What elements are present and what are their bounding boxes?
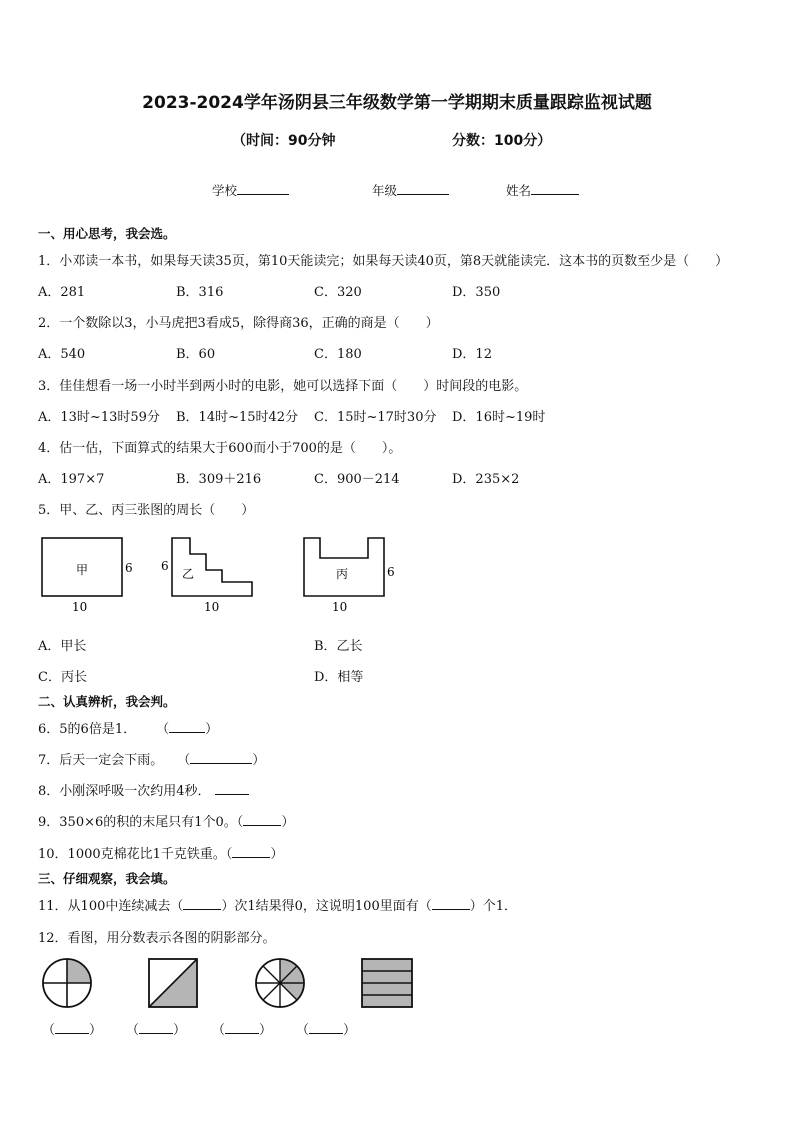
q11-part1: 11．从100中连续减去（ <box>38 899 184 914</box>
q4-option-c[interactable]: C．900－214 <box>314 472 400 487</box>
question-1: 1．小邓读一本书，如果每天读35页，第10天能读完；如果每天读40页，第8天就能读完．这本书的页数至少是（ ） <box>38 254 729 269</box>
name-blank[interactable] <box>531 181 579 195</box>
q11-part2: ）次1结果得0，这说明100里面有（ <box>221 899 432 914</box>
q5-option-b[interactable]: B．乙长 <box>314 639 363 654</box>
q8-text: 8．小刚深呼吸一次约用4秒． <box>38 784 211 799</box>
q12-a3-paren-close: ） <box>259 1023 273 1038</box>
q2-option-c[interactable]: C．180 <box>314 347 362 362</box>
question-8 <box>38 780 249 799</box>
perimeter-figures <box>30 530 410 616</box>
exam-time: （时间：90分钟 <box>232 133 336 149</box>
figure-yi-height: 6 <box>161 559 169 573</box>
section-3-title: 三、仔细观察，我会填。 <box>38 871 176 886</box>
q7-text: 7．后天一定会下雨。 <box>38 753 164 768</box>
q1-option-b[interactable]: B．316 <box>176 285 224 300</box>
circle-eighth-shade-3 <box>280 983 304 1000</box>
figure-bing <box>304 538 395 614</box>
school-label: 学校 <box>212 183 238 198</box>
q9-answer-blank[interactable] <box>243 812 281 826</box>
figure-jia-label: 甲 <box>76 563 89 577</box>
q1-option-a[interactable]: A．281 <box>38 285 86 300</box>
q12-answer-2 <box>126 1019 186 1038</box>
section-2-title: 二、认真辨析，我会判。 <box>38 694 176 709</box>
question-5: 5．甲、乙、丙三张图的周长（ ） <box>38 503 255 518</box>
fraction-figures <box>36 952 426 1018</box>
q2-option-a[interactable]: A．540 <box>38 347 86 362</box>
q12-answer-3 <box>212 1019 272 1038</box>
question-12: 12．看图，用分数表示各图的阴影部分。 <box>38 931 276 946</box>
q10-paren-open: （ <box>225 847 233 862</box>
q11-part3: ）个1． <box>469 899 517 914</box>
q3-option-c[interactable]: C．15时~17时30分 <box>314 410 437 425</box>
q9-paren-close: ） <box>281 815 295 830</box>
question-4: 4．估一估，下面算式的结果大于600而小于700的是（ ）。 <box>38 441 402 456</box>
q2-option-d[interactable]: D．12 <box>452 347 492 362</box>
q4-option-d[interactable]: D．235×2 <box>452 472 520 487</box>
q12-a2-paren-open: （ <box>126 1023 140 1038</box>
q10-answer-blank[interactable] <box>232 844 270 858</box>
question-10 <box>38 843 283 862</box>
q6-paren-close: ） <box>205 722 219 737</box>
q10-paren-close: ） <box>270 847 284 862</box>
q12-answer-blank-2[interactable] <box>139 1020 173 1034</box>
q4-option-b[interactable]: B．309＋216 <box>176 472 262 487</box>
figure-bing-width: 10 <box>332 600 348 614</box>
figure-jia-height: 6 <box>125 561 133 575</box>
exam-score: 分数：100分） <box>452 133 552 149</box>
q12-answer-blank-3[interactable] <box>225 1020 259 1034</box>
name-field[interactable] <box>506 181 579 199</box>
circle-eighths-figure <box>256 959 304 1007</box>
q4-option-a[interactable]: A．197×7 <box>38 472 105 487</box>
question-11 <box>38 895 517 914</box>
q11-answer-blank-1[interactable] <box>183 896 221 910</box>
question-7 <box>38 749 265 768</box>
q7-paren-open: （ <box>177 753 191 768</box>
q6-paren-open: （ <box>156 722 170 737</box>
q1-option-d[interactable]: D．350 <box>452 285 501 300</box>
q6-answer-blank[interactable] <box>169 719 205 733</box>
q12-answer-blank-1[interactable] <box>55 1020 89 1034</box>
page-title: 2023-2024学年汤阴县三年级数学第一学期期末质量跟踪监视试题 <box>142 93 652 113</box>
q5-option-a[interactable]: A．甲长 <box>38 639 87 654</box>
q2-option-b[interactable]: B．60 <box>176 347 216 362</box>
name-label: 姓名 <box>506 183 532 198</box>
stripes-rectangle-figure <box>362 959 412 1007</box>
question-6 <box>38 718 218 737</box>
figure-bing-label: 丙 <box>336 567 349 581</box>
section-1-title: 一、用心思考，我会选。 <box>38 226 176 241</box>
grade-field[interactable] <box>372 181 449 199</box>
q12-a1-paren-open: （ <box>42 1023 56 1038</box>
q9-text: 9．350×6的积的末尾只有1个0。 <box>38 815 237 830</box>
figure-jia-width: 10 <box>72 600 88 614</box>
square-diagonal-figure <box>149 959 197 1007</box>
q7-answer-blank[interactable] <box>190 750 252 764</box>
q6-text: 6．5的6倍是1． <box>38 722 137 737</box>
question-3: 3．佳佳想看一场一小时半到两小时的电影，她可以选择下面（ ）时间段的电影。 <box>38 379 528 394</box>
q12-answer-1 <box>42 1019 102 1038</box>
grade-blank[interactable] <box>397 181 449 195</box>
q5-option-c[interactable]: C．丙长 <box>38 670 87 685</box>
q12-a1-paren-close: ） <box>89 1023 103 1038</box>
q7-paren-close: ） <box>252 753 266 768</box>
question-9 <box>38 811 294 830</box>
grade-label: 年级 <box>372 183 398 198</box>
q12-answer-blank-4[interactable] <box>309 1020 343 1034</box>
figure-yi <box>161 538 252 614</box>
circle-quarters-figure <box>43 959 91 1007</box>
q10-text: 10．1000克棉花比1千克铁重。 <box>38 847 226 862</box>
school-field[interactable] <box>212 181 289 199</box>
q3-option-d[interactable]: D．16时~19时 <box>452 410 546 425</box>
q3-option-b[interactable]: B．14时~15时42分 <box>176 410 299 425</box>
q11-answer-blank-2[interactable] <box>432 896 470 910</box>
q1-option-c[interactable]: C．320 <box>314 285 362 300</box>
figure-yi-label: 乙 <box>182 567 195 581</box>
q12-a4-paren-open: （ <box>296 1023 310 1038</box>
question-2: 2．一个数除以3，小马虎把3看成5，除得商36，正确的商是（ ） <box>38 316 439 331</box>
q3-option-a[interactable]: A．13时~13时59分 <box>38 410 160 425</box>
q9-paren-open: （ <box>236 815 244 830</box>
school-blank[interactable] <box>237 181 289 195</box>
q12-a4-paren-close: ） <box>343 1023 357 1038</box>
figure-bing-height: 6 <box>387 565 395 579</box>
q12-a3-paren-open: （ <box>212 1023 226 1038</box>
q12-answer-4 <box>296 1019 356 1038</box>
figure-jia <box>42 538 133 614</box>
q12-a2-paren-close: ） <box>173 1023 187 1038</box>
q5-option-d[interactable]: D．相等 <box>314 670 364 685</box>
q8-answer-blank[interactable] <box>215 781 249 795</box>
figure-yi-width: 10 <box>204 600 220 614</box>
